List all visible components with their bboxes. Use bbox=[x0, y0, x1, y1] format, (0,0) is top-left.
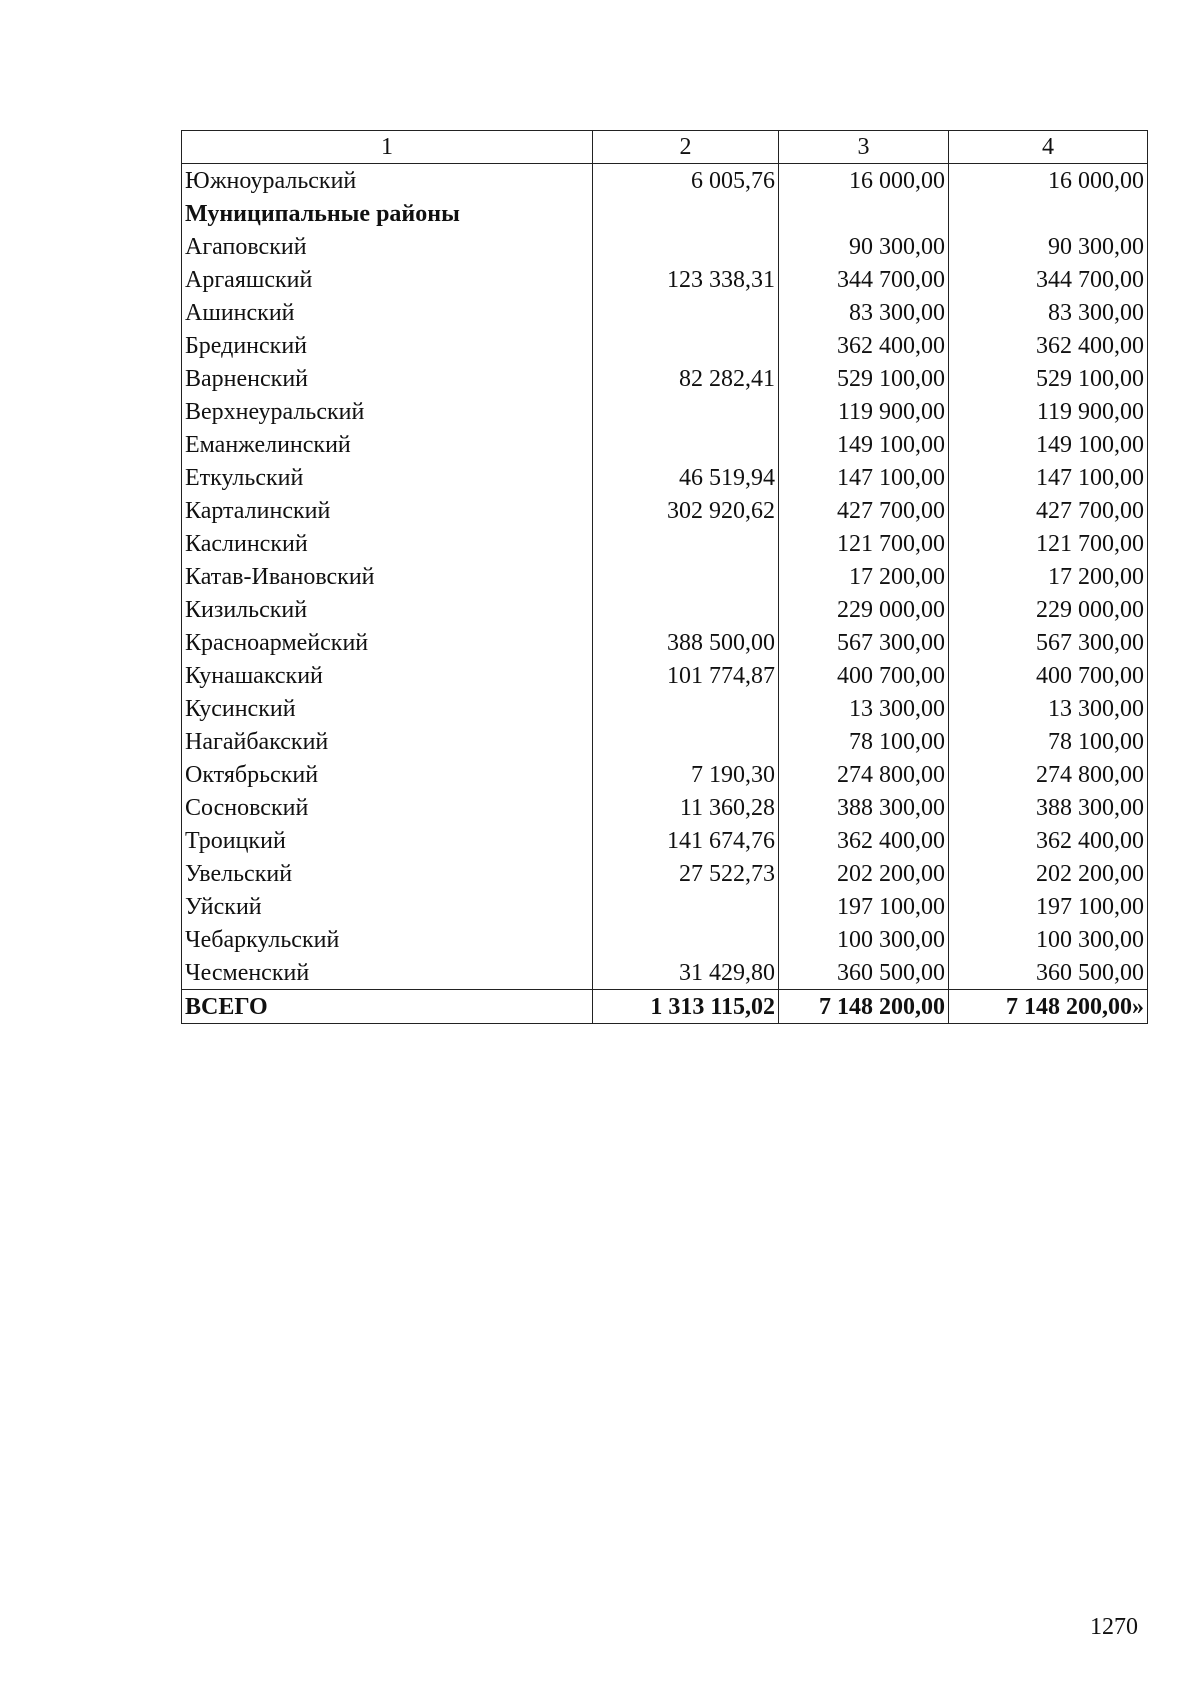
table-row bbox=[182, 329, 1148, 362]
row-name: Кусинский bbox=[182, 692, 593, 725]
row-col-4: 83 300,00 bbox=[949, 296, 1148, 329]
row-col-2 bbox=[593, 725, 779, 758]
row-col-4: 344 700,00 bbox=[949, 263, 1148, 296]
row-col-3: 121 700,00 bbox=[779, 527, 949, 560]
row-col-4: 202 200,00 bbox=[949, 857, 1148, 890]
row-col-2: 123 338,31 bbox=[593, 263, 779, 296]
row-col-2 bbox=[593, 890, 779, 923]
row-col-2: 141 674,76 bbox=[593, 824, 779, 857]
row-name: Чесменский bbox=[182, 956, 593, 990]
row-col-4: 147 100,00 bbox=[949, 461, 1148, 494]
row-name: Нагайбакский bbox=[182, 725, 593, 758]
table-row bbox=[182, 428, 1148, 461]
row-col-3: 100 300,00 bbox=[779, 923, 949, 956]
row-name: Варненский bbox=[182, 362, 593, 395]
row-col-3: 13 300,00 bbox=[779, 692, 949, 725]
table-row bbox=[182, 956, 1148, 990]
table-row bbox=[182, 857, 1148, 890]
row-col-3: 567 300,00 bbox=[779, 626, 949, 659]
row-col-4: 197 100,00 bbox=[949, 890, 1148, 923]
row-name: Ашинский bbox=[182, 296, 593, 329]
row-col-3: 16 000,00 bbox=[779, 164, 949, 198]
row-name: Октябрьский bbox=[182, 758, 593, 791]
section-row bbox=[182, 197, 1148, 230]
row-name: Верхнеуральский bbox=[182, 395, 593, 428]
header-col-1: 1 bbox=[182, 131, 593, 164]
table-row bbox=[182, 461, 1148, 494]
total-label: ВСЕГО bbox=[182, 990, 593, 1024]
row-col-3: 119 900,00 bbox=[779, 395, 949, 428]
row-col-3: 400 700,00 bbox=[779, 659, 949, 692]
row-col-4: 78 100,00 bbox=[949, 725, 1148, 758]
row-name: Троицкий bbox=[182, 824, 593, 857]
table-row bbox=[182, 494, 1148, 527]
row-col-2: 11 360,28 bbox=[593, 791, 779, 824]
row-col-4: 13 300,00 bbox=[949, 692, 1148, 725]
row-col-4: 90 300,00 bbox=[949, 230, 1148, 263]
row-col-2 bbox=[593, 230, 779, 263]
row-col-4: 362 400,00 bbox=[949, 824, 1148, 857]
row-name: Красноармейский bbox=[182, 626, 593, 659]
row-col-4: 362 400,00 bbox=[949, 329, 1148, 362]
row-col-2: 31 429,80 bbox=[593, 956, 779, 990]
row-col-3 bbox=[779, 197, 949, 230]
row-col-4: 119 900,00 bbox=[949, 395, 1148, 428]
row-col-2: 6 005,76 bbox=[593, 164, 779, 198]
table-row bbox=[182, 296, 1148, 329]
row-name: Еткульский bbox=[182, 461, 593, 494]
row-col-4: 17 200,00 bbox=[949, 560, 1148, 593]
total-col-4: 7 148 200,00» bbox=[949, 990, 1148, 1024]
table-row bbox=[182, 725, 1148, 758]
row-col-3: 529 100,00 bbox=[779, 362, 949, 395]
row-col-2: 101 774,87 bbox=[593, 659, 779, 692]
row-name: Агаповский bbox=[182, 230, 593, 263]
header-col-2: 2 bbox=[593, 131, 779, 164]
row-col-4: 121 700,00 bbox=[949, 527, 1148, 560]
row-col-3: 78 100,00 bbox=[779, 725, 949, 758]
table-header bbox=[182, 131, 1148, 164]
total-col-2: 1 313 115,02 bbox=[593, 990, 779, 1024]
table-row bbox=[182, 164, 1148, 198]
row-col-2 bbox=[593, 296, 779, 329]
table-row bbox=[182, 593, 1148, 626]
table-row bbox=[182, 527, 1148, 560]
table-row bbox=[182, 659, 1148, 692]
row-col-2 bbox=[593, 593, 779, 626]
table-row bbox=[182, 791, 1148, 824]
row-col-4: 100 300,00 bbox=[949, 923, 1148, 956]
row-col-4: 400 700,00 bbox=[949, 659, 1148, 692]
header-col-4: 4 bbox=[949, 131, 1148, 164]
row-col-2: 82 282,41 bbox=[593, 362, 779, 395]
row-name: Сосновский bbox=[182, 791, 593, 824]
row-name: Чебаркульский bbox=[182, 923, 593, 956]
row-col-4: 274 800,00 bbox=[949, 758, 1148, 791]
row-name: Еманжелинский bbox=[182, 428, 593, 461]
row-col-4: 149 100,00 bbox=[949, 428, 1148, 461]
page-number: 1270 bbox=[1090, 1614, 1138, 1640]
row-name: Брединский bbox=[182, 329, 593, 362]
row-col-3: 229 000,00 bbox=[779, 593, 949, 626]
row-name: Уйский bbox=[182, 890, 593, 923]
row-col-2 bbox=[593, 527, 779, 560]
row-col-4: 529 100,00 bbox=[949, 362, 1148, 395]
row-col-2: 302 920,62 bbox=[593, 494, 779, 527]
row-col-2 bbox=[593, 923, 779, 956]
row-col-2 bbox=[593, 329, 779, 362]
row-col-2 bbox=[593, 560, 779, 593]
table-row bbox=[182, 758, 1148, 791]
row-col-3: 360 500,00 bbox=[779, 956, 949, 990]
row-col-3: 83 300,00 bbox=[779, 296, 949, 329]
row-name: Катав-Ивановский bbox=[182, 560, 593, 593]
row-col-3: 274 800,00 bbox=[779, 758, 949, 791]
table-row bbox=[182, 824, 1148, 857]
row-col-3: 362 400,00 bbox=[779, 824, 949, 857]
table-row bbox=[182, 395, 1148, 428]
row-col-3: 149 100,00 bbox=[779, 428, 949, 461]
row-col-2 bbox=[593, 428, 779, 461]
total-col-3: 7 148 200,00 bbox=[779, 990, 949, 1024]
table-footer bbox=[182, 990, 1148, 1024]
table-row bbox=[182, 230, 1148, 263]
table-row bbox=[182, 626, 1148, 659]
header-row bbox=[182, 131, 1148, 164]
row-col-3: 344 700,00 bbox=[779, 263, 949, 296]
row-col-3: 147 100,00 bbox=[779, 461, 949, 494]
row-col-4: 16 000,00 bbox=[949, 164, 1148, 198]
row-name: Каслинский bbox=[182, 527, 593, 560]
row-col-2 bbox=[593, 692, 779, 725]
row-name: Южноуральский bbox=[182, 164, 593, 198]
row-col-3: 202 200,00 bbox=[779, 857, 949, 890]
total-row bbox=[182, 990, 1148, 1024]
row-col-2: 7 190,30 bbox=[593, 758, 779, 791]
row-col-2: 27 522,73 bbox=[593, 857, 779, 890]
row-name: Муниципальные районы bbox=[182, 197, 593, 230]
row-col-2: 388 500,00 bbox=[593, 626, 779, 659]
row-name: Увельский bbox=[182, 857, 593, 890]
row-name: Аргаяшский bbox=[182, 263, 593, 296]
table-body bbox=[182, 164, 1148, 990]
table-row bbox=[182, 362, 1148, 395]
row-col-2 bbox=[593, 197, 779, 230]
row-col-2: 46 519,94 bbox=[593, 461, 779, 494]
row-col-3: 197 100,00 bbox=[779, 890, 949, 923]
row-col-4: 388 300,00 bbox=[949, 791, 1148, 824]
table-row bbox=[182, 923, 1148, 956]
table-row bbox=[182, 560, 1148, 593]
row-col-3: 427 700,00 bbox=[779, 494, 949, 527]
row-col-3: 388 300,00 bbox=[779, 791, 949, 824]
table-row bbox=[182, 692, 1148, 725]
header-col-3: 3 bbox=[779, 131, 949, 164]
table-row bbox=[182, 263, 1148, 296]
row-name: Кунашакский bbox=[182, 659, 593, 692]
row-name: Карталинский bbox=[182, 494, 593, 527]
row-col-3: 362 400,00 bbox=[779, 329, 949, 362]
row-col-4: 229 000,00 bbox=[949, 593, 1148, 626]
row-col-4 bbox=[949, 197, 1148, 230]
table-row bbox=[182, 890, 1148, 923]
row-col-4: 360 500,00 bbox=[949, 956, 1148, 990]
row-col-3: 90 300,00 bbox=[779, 230, 949, 263]
row-name: Кизильский bbox=[182, 593, 593, 626]
row-col-4: 567 300,00 bbox=[949, 626, 1148, 659]
allocation-table bbox=[181, 130, 1148, 1024]
row-col-2 bbox=[593, 395, 779, 428]
row-col-3: 17 200,00 bbox=[779, 560, 949, 593]
row-col-4: 427 700,00 bbox=[949, 494, 1148, 527]
